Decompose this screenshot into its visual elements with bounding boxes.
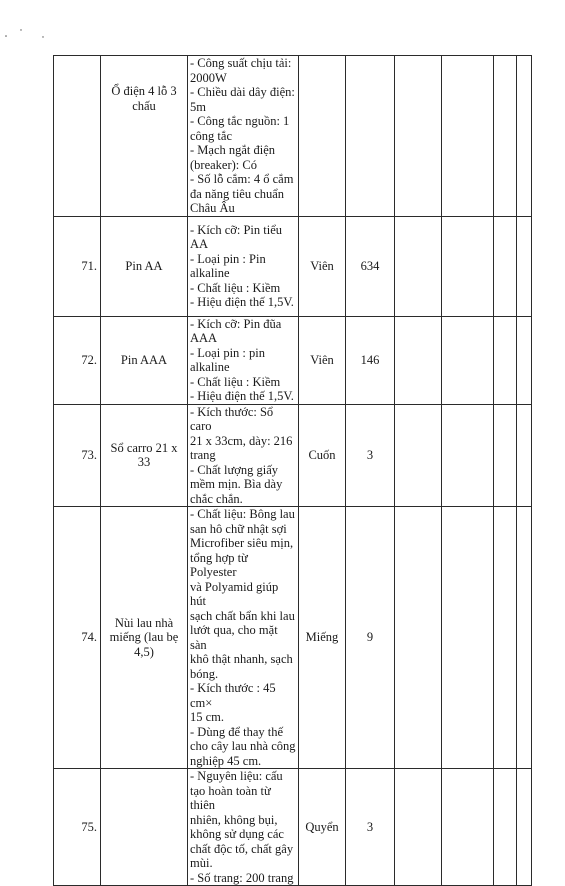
spec-line: mềm mịn. Bìa dày (190, 477, 283, 491)
table-row (54, 316, 532, 404)
spec-line: - Số trang: 200 trang (190, 870, 294, 885)
item-name: Nùi lau nhà miếng (lau bẹ 4,5) (101, 507, 188, 769)
empty-cell (517, 56, 532, 217)
spec-line: - Mạch ngắt điện (190, 143, 276, 157)
spec-line: tạo hoàn toàn từ thiên (190, 783, 271, 812)
spec-line: 15 cm. (190, 710, 225, 724)
spec-line: 21 x 33cm, dày: 216 (190, 433, 293, 448)
spec-line: - Loại pin : Pin (190, 251, 266, 266)
scan-specks (0, 0, 565, 60)
item-spec (188, 404, 299, 507)
empty-cell (442, 769, 494, 886)
item-spec (188, 56, 299, 217)
empty-cell (517, 769, 532, 886)
spec-line: chắc chắn. (190, 491, 243, 506)
item-quantity (346, 56, 395, 217)
empty-cell (442, 316, 494, 404)
spec-line: mùi. (190, 856, 213, 870)
spec-line: - Chiều dài dây điện: (190, 85, 295, 99)
table-row (54, 404, 532, 507)
row-number: 75. (54, 769, 101, 886)
empty-cell (395, 316, 442, 404)
empty-cell (442, 404, 494, 507)
spec-line: - Hiệu điện thế 1,5V. (190, 295, 294, 309)
empty-cell (395, 404, 442, 507)
spec-line: chất độc tố, chất gây (190, 841, 294, 856)
item-unit: Viên (299, 216, 346, 316)
empty-cell (395, 769, 442, 886)
empty-cell (494, 404, 517, 507)
spec-line: 5m (190, 99, 206, 114)
item-spec (188, 316, 299, 404)
spec-line: tổng hợp từ Polyester (190, 550, 248, 579)
spec-line: - Dùng để thay thế (190, 724, 284, 739)
spec-line: Microfiber siêu mịn, (190, 536, 294, 550)
spec-line: - Số lỗ cắm: 4 ổ cắm (190, 172, 294, 186)
spec-line: - Hiệu điện thế 1,5V. (190, 389, 294, 403)
item-unit: Viên (299, 316, 346, 404)
row-number: 71. (54, 216, 101, 316)
empty-cell (442, 56, 494, 217)
spec-line: nhiên, không bụi, (190, 812, 278, 827)
empty-cell (494, 216, 517, 316)
table-row (54, 769, 532, 886)
spec-line: - Công tắc nguồn: 1 (190, 114, 290, 128)
spec-line: - Kích cỡ: Pin đũa (190, 316, 282, 331)
empty-cell (494, 56, 517, 217)
item-quantity: 9 (346, 507, 395, 769)
empty-cell (395, 216, 442, 316)
table-row (54, 216, 532, 316)
empty-cell (494, 507, 517, 769)
item-quantity: 146 (346, 316, 395, 404)
spec-line: trang (190, 448, 216, 462)
spec-line: nghiệp 45 cm. (190, 753, 262, 768)
item-name: Pin AAA (101, 316, 188, 404)
row-number (54, 56, 101, 217)
spec-line: - Chất liệu: Bông lau (190, 507, 295, 521)
empty-cell (494, 769, 517, 886)
empty-cell (494, 316, 517, 404)
spec-line: - Chất liệu : Kiềm (190, 280, 281, 295)
spec-line: - Công suất chịu tải: (190, 56, 292, 70)
spec-line: (breaker): Có (190, 157, 257, 172)
empty-cell (517, 216, 532, 316)
spec-line: - Kích thước: Sổ caro (190, 404, 274, 433)
spec-line: 2000W (190, 70, 227, 85)
row-number: 72. (54, 316, 101, 404)
spec-line: bóng. (190, 666, 219, 681)
item-quantity: 3 (346, 769, 395, 886)
spec-line: alkaline (190, 266, 230, 280)
empty-cell (442, 216, 494, 316)
table-row (54, 507, 532, 769)
item-quantity: 3 (346, 404, 395, 507)
item-spec (188, 216, 299, 316)
table-row (54, 56, 532, 217)
item-spec (188, 507, 299, 769)
item-spec (188, 769, 299, 886)
spec-line: khô thật nhanh, sạch (190, 652, 293, 666)
spec-line: và Polyamid giúp hút (190, 579, 279, 608)
row-number: 73. (54, 404, 101, 507)
spec-line: - Chất lượng giấy (190, 462, 279, 477)
spec-line: - Kích thước : 45 cm× (190, 681, 276, 710)
spec-line: không sử dụng các (190, 827, 284, 841)
spec-line: công tắc (190, 128, 232, 143)
item-name: Ổ điện 4 lỗ 3 chấu (101, 56, 188, 217)
spec-line: - Chất liệu : Kiềm (190, 374, 281, 389)
item-unit (299, 56, 346, 217)
item-unit: Cuốn (299, 404, 346, 507)
spec-line: san hô chữ nhật sợi (190, 521, 287, 536)
empty-cell (395, 507, 442, 769)
spec-line: - Loại pin : pin (190, 345, 265, 360)
empty-cell (517, 316, 532, 404)
item-name: Pin AA (101, 216, 188, 316)
spec-line: Châu Âu (190, 201, 235, 215)
spec-line: đa năng tiêu chuẩn (190, 186, 285, 201)
spec-line: - Kích cỡ: Pin tiểu (190, 222, 283, 237)
product-spec-table (53, 55, 532, 886)
spec-line: - Nguyên liệu: cấu (190, 769, 283, 783)
empty-cell (395, 56, 442, 217)
empty-cell (442, 507, 494, 769)
item-unit: Miếng (299, 507, 346, 769)
item-quantity: 634 (346, 216, 395, 316)
item-name: Sổ carro 21 x 33 (101, 404, 188, 507)
item-name (101, 769, 188, 886)
spec-line: AA (190, 237, 209, 251)
empty-cell (517, 404, 532, 507)
item-unit: Quyển (299, 769, 346, 886)
empty-cell (517, 507, 532, 769)
spec-line: AAA (190, 331, 218, 345)
spec-line: lướt qua, cho mặt sàn (190, 623, 278, 652)
spec-line: cho cây lau nhà công (190, 739, 296, 753)
spec-line: sạch chất bẩn khi lau (190, 608, 295, 623)
row-number: 74. (54, 507, 101, 769)
spec-line: alkaline (190, 360, 230, 374)
